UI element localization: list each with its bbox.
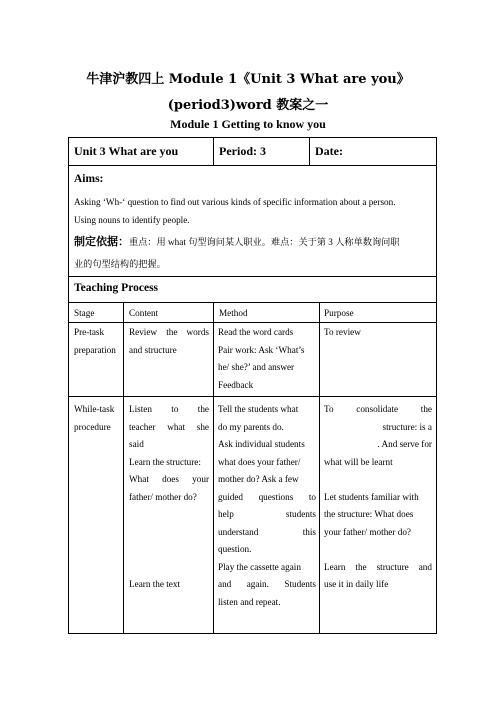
unit-cell: Unit 3 What are you [74, 144, 179, 158]
divider [309, 138, 310, 165]
cell-line: Ask individual students [218, 439, 305, 449]
basis-line: 业的句型结构的把握。 [74, 259, 166, 269]
document-subtitle: (period3)word 教案之一 [167, 98, 329, 113]
cell-line: listen and repeat. [218, 596, 281, 607]
cell-line: understand this [218, 526, 316, 537]
cell-line: father/ mother do? [129, 491, 197, 502]
cell-line: Pre-task [74, 327, 105, 337]
divider [69, 302, 436, 303]
cell-line: said [129, 439, 144, 449]
cell-line: structure: is a [382, 421, 432, 432]
cell-line: To consolidate the [324, 404, 432, 414]
basis-line [74, 233, 434, 251]
table-cell-content [129, 324, 209, 359]
cell-line: use it in daily life [324, 579, 389, 589]
cell-line: Pair work: Ask ‘What’s [218, 344, 305, 355]
cell-line: teacher what she [129, 421, 209, 432]
cell-line: the structure: What does [324, 509, 414, 519]
table-cell-purpose [324, 324, 432, 342]
cell-line: mother do? Ask a few [218, 474, 299, 484]
divider [213, 138, 214, 165]
cell-line: he/ she?’ and answer [218, 362, 295, 372]
cell-line: procedure [74, 421, 111, 432]
aims-line: Using nouns to identify people. [74, 215, 190, 225]
column-header-content: Content [129, 308, 159, 318]
cell-line: Read the word cards [218, 327, 294, 337]
table-cell-method [218, 324, 316, 394]
cell-line: help students [218, 509, 316, 519]
cell-line: what does your father/ [218, 456, 301, 467]
divider [69, 165, 436, 166]
module-title: Module 1 Getting to know you [170, 117, 326, 131]
cell-line: Listen to the [129, 404, 209, 414]
date-cell: Date: [315, 144, 343, 158]
divider [69, 276, 436, 277]
cell-line: do my parents do. [218, 421, 284, 432]
cell-line: preparation [74, 344, 116, 355]
basis-label: 制定依据： [74, 236, 129, 248]
table-cell-content [129, 401, 209, 594]
column-header-purpose: Purpose [324, 308, 354, 318]
column-header-method: Method [219, 308, 248, 318]
cell-line: . And serve for [377, 439, 432, 449]
table-cell-stage [74, 401, 120, 436]
cell-line: Review the words [129, 327, 209, 337]
aims-line: Asking ‘Wh-‘ question to find out various kinds of specific information about a person. [74, 197, 396, 207]
cell-line: Learn the structure and [324, 561, 432, 572]
cell-line: To review [324, 327, 361, 337]
aims-label: Aims: [74, 173, 104, 185]
spacer [129, 506, 209, 576]
cell-line: and again. Students [218, 579, 316, 589]
cell-line: Learn the structure: [129, 456, 201, 467]
cell-line: Let students familiar with [324, 491, 419, 502]
divider [69, 396, 436, 397]
cell-line: Learn the text [129, 579, 181, 589]
table-cell-purpose [324, 401, 432, 594]
cell-line: Feedback [218, 379, 254, 390]
process-label: Teaching Process [74, 282, 159, 294]
document-title: 牛津沪教四上 Module 1《Unit 3 What are you》 [86, 72, 410, 87]
cell-line: your father/ mother do? [324, 526, 411, 537]
period-cell: Period: 3 [219, 144, 266, 158]
cell-line: Tell the students what [218, 404, 299, 414]
cell-line: question. [218, 544, 252, 554]
cell-line: guided questions to [218, 491, 316, 502]
cell-line: What does your [129, 474, 209, 484]
spacer [324, 541, 432, 559]
divider [319, 302, 320, 633]
table-cell-method [218, 401, 316, 611]
cell-line: and structure [129, 344, 177, 355]
basis-text: 重点：用 what 句型询问某人职业。难点：关于第 3 人称单数询问职 [129, 237, 400, 247]
divider [213, 302, 214, 633]
divider [123, 302, 124, 633]
cell-line: Play the cassette again [218, 561, 301, 572]
cell-line: what will be learnt [324, 456, 393, 467]
lesson-plan-table [68, 137, 437, 634]
spacer [324, 471, 432, 489]
divider [69, 322, 436, 323]
column-header-stage: Stage [74, 308, 95, 318]
table-cell-stage [74, 324, 120, 359]
cell-line: While-task [74, 404, 115, 414]
